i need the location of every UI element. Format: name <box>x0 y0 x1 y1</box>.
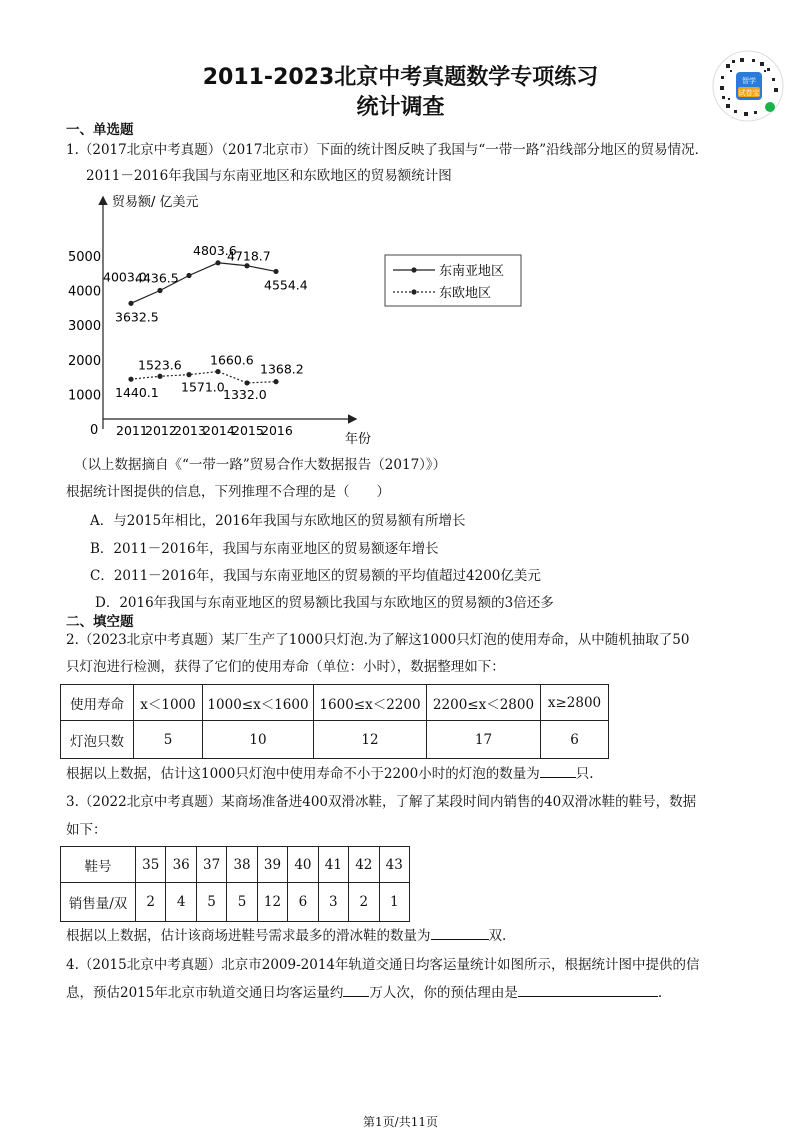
data-label: 1368.2 <box>260 361 304 377</box>
data-point <box>244 380 249 385</box>
table-cell: 1 <box>379 883 410 922</box>
q4-stem-line1: 4.（2015北京中考真题）北京市2009-2014年轨道交通日均客运量统计如图所示，根据统计图中提供的信 <box>66 957 700 973</box>
q1-source-note: （以上数据摘自《“一带一路”贸易合作大数据报告（2017）》） <box>74 457 447 473</box>
table-cell: 鞋号 <box>61 847 136 883</box>
table-cell: 35 <box>136 847 166 883</box>
data-label: 3632.5 <box>115 309 159 325</box>
table-cell: 41 <box>318 847 348 883</box>
data-point <box>186 372 191 377</box>
data-label: 1440.1 <box>115 385 159 401</box>
q1-option-a: A．与2015年相比，2016年我国与东欧地区的贸易额有所增长 <box>90 513 466 529</box>
q1-option-d: D．2016年我国与东南亚地区的贸易额比我国与东欧地区的贸易额的3倍还多 <box>95 595 554 611</box>
data-point <box>186 273 191 278</box>
table-cell: 10 <box>203 721 314 759</box>
x-tick-label: 2014 <box>203 423 235 438</box>
table-cell: 40 <box>288 847 318 883</box>
table-cell: 43 <box>379 847 410 883</box>
q3-conclusion-unit: 双. <box>488 928 507 944</box>
trade-line-chart <box>60 186 530 448</box>
table-cell: 5 <box>196 883 226 922</box>
table-row <box>61 883 410 922</box>
legend-label-southeast-asia: 东南亚地区 <box>439 264 505 279</box>
data-point <box>273 269 278 274</box>
x-tick-label: 2016 <box>261 423 293 438</box>
data-label: 1523.6 <box>138 357 182 373</box>
data-point <box>273 379 278 384</box>
data-point <box>157 288 162 293</box>
q1-question: 根据统计图提供的信息，下列推理不合理的是（ ） <box>66 484 390 500</box>
document-subtitle: 统计调查 <box>356 95 445 120</box>
q1-chart-caption: 2011－2016年我国与东南亚地区和东欧地区的贸易额统计图 <box>86 168 452 184</box>
legend-marker-dotted <box>411 289 416 294</box>
legend-marker-solid <box>411 267 416 272</box>
data-point <box>215 369 220 374</box>
table-cell: 6 <box>288 883 318 922</box>
y-axis-label: 贸易额/ 亿美元 <box>112 195 199 210</box>
q4-answer-blank-2[interactable] <box>518 996 658 997</box>
table-cell: x≥2800 <box>541 685 609 721</box>
table-cell: 2200≤x＜2800 <box>427 685 541 721</box>
table-cell: 12 <box>257 883 287 922</box>
y-tick-label: 0 <box>90 423 99 438</box>
table-cell: 1000≤x＜1600 <box>203 685 314 721</box>
qr-label-1: 智学 <box>742 77 756 85</box>
data-point <box>157 374 162 379</box>
data-point <box>215 260 220 265</box>
data-label: 4436.5 <box>135 270 179 286</box>
table-cell: 1600≤x＜2200 <box>314 685 427 721</box>
q2-stem-line1: 2.（2023北京中考真题）某厂生产了1000只灯泡.为了解这1000只灯泡的使用寿命，从中随机抽取了50 <box>66 632 690 648</box>
table-cell: 使用寿命 <box>61 685 134 721</box>
q4-text-part3: . <box>657 985 663 1001</box>
data-label: 4718.7 <box>227 248 271 264</box>
legend-label-eastern-europe: 东欧地区 <box>439 286 492 301</box>
q3-conclusion <box>66 926 506 946</box>
data-label: 1571.0 <box>181 379 225 395</box>
q2-lifespan-table <box>60 684 609 759</box>
q3-answer-blank[interactable] <box>431 939 489 940</box>
q3-conclusion-text: 根据以上数据，估计该商场进鞋号需求最多的滑冰鞋的数量为 <box>66 928 431 944</box>
y-tick-label: 2000 <box>68 353 102 369</box>
section-heading-single-choice: 一、单选题 <box>66 122 134 138</box>
q4-text-part1: 息，预估2015年北京市轨道交通日均客运量约 <box>66 985 344 1001</box>
table-cell: 12 <box>314 721 427 759</box>
q2-stem-line2: 只灯泡进行检测，获得了它们的使用寿命（单位：小时），数据整理如下： <box>66 659 505 675</box>
q4-stem-line2 <box>66 983 662 1003</box>
q2-conclusion-unit: 只. <box>575 766 594 782</box>
data-point <box>128 301 133 306</box>
table-row <box>61 721 609 759</box>
table-cell: 37 <box>196 847 226 883</box>
section-heading-fill-blank: 二、填空题 <box>66 614 134 630</box>
q2-conclusion <box>66 764 594 784</box>
table-cell: 36 <box>166 847 196 883</box>
table-cell: 42 <box>349 847 379 883</box>
x-tick-label: 2011 <box>116 423 148 438</box>
document-title: 2011-2023北京中考真题数学专项练习 <box>202 65 599 90</box>
qr-label-2: 试卷宝 <box>738 89 760 97</box>
q4-text-part2: 万人次，你的预估理由是 <box>369 985 518 1001</box>
table-cell: 4 <box>166 883 196 922</box>
y-tick-label: 3000 <box>68 319 102 335</box>
x-axis-label: 年份 <box>345 432 372 447</box>
data-label: 1332.0 <box>223 386 267 402</box>
q3-stem-line2: 如下： <box>66 822 107 838</box>
table-cell: 38 <box>227 847 257 883</box>
table-cell: 销售量/双 <box>61 883 136 922</box>
y-tick-label: 5000 <box>68 250 102 265</box>
x-tick-label: 2015 <box>232 423 264 438</box>
table-cell: x＜1000 <box>134 685 203 721</box>
q4-answer-blank-1[interactable] <box>343 996 369 997</box>
table-cell: 39 <box>257 847 287 883</box>
qr-code-logo <box>712 50 784 122</box>
q1-option-b: B．2011－2016年，我国与东南亚地区的贸易额逐年增长 <box>90 541 439 557</box>
q3-stem-line1: 3.（2022北京中考真题）某商场准备进400双滑冰鞋，了解了某段时间内销售的40双滑冰鞋的鞋号，数据 <box>66 794 697 810</box>
table-header-row <box>61 847 410 883</box>
table-cell: 2 <box>136 883 166 922</box>
table-cell: 17 <box>427 721 541 759</box>
q2-answer-blank[interactable] <box>540 777 576 778</box>
table-cell: 5 <box>134 721 203 759</box>
table-cell: 灯泡只数 <box>61 721 134 759</box>
q2-conclusion-text: 根据以上数据，估计这1000只灯泡中使用寿命不小于2200小时的灯泡的数量为 <box>66 766 540 782</box>
data-point <box>244 263 249 268</box>
data-label: 4554.4 <box>264 277 308 293</box>
data-label: 4003.0 <box>103 269 147 285</box>
table-cell: 3 <box>318 883 348 922</box>
table-cell: 6 <box>541 721 609 759</box>
y-tick-label: 1000 <box>68 388 102 404</box>
y-tick-label: 4000 <box>68 284 102 300</box>
x-tick-label: 2013 <box>174 423 206 438</box>
x-tick-label: 2012 <box>145 423 177 438</box>
data-label: 4803.6 <box>193 242 237 258</box>
data-label: 1660.6 <box>210 352 254 368</box>
table-header-row <box>61 685 609 721</box>
page-footer: 第1页/共11页 <box>363 1115 438 1129</box>
q1-option-c: C．2011－2016年，我国与东南亚地区的贸易额的平均值超过4200亿美元 <box>90 568 541 584</box>
table-cell: 2 <box>349 883 379 922</box>
table-cell: 5 <box>227 883 257 922</box>
q3-shoe-size-table <box>60 846 410 922</box>
data-point <box>128 377 133 382</box>
q1-stem: 1.（2017北京中考真题）（2017北京市）下面的统计图反映了我国与“一带一路”沿线部分地区的贸易情况． <box>66 142 709 158</box>
